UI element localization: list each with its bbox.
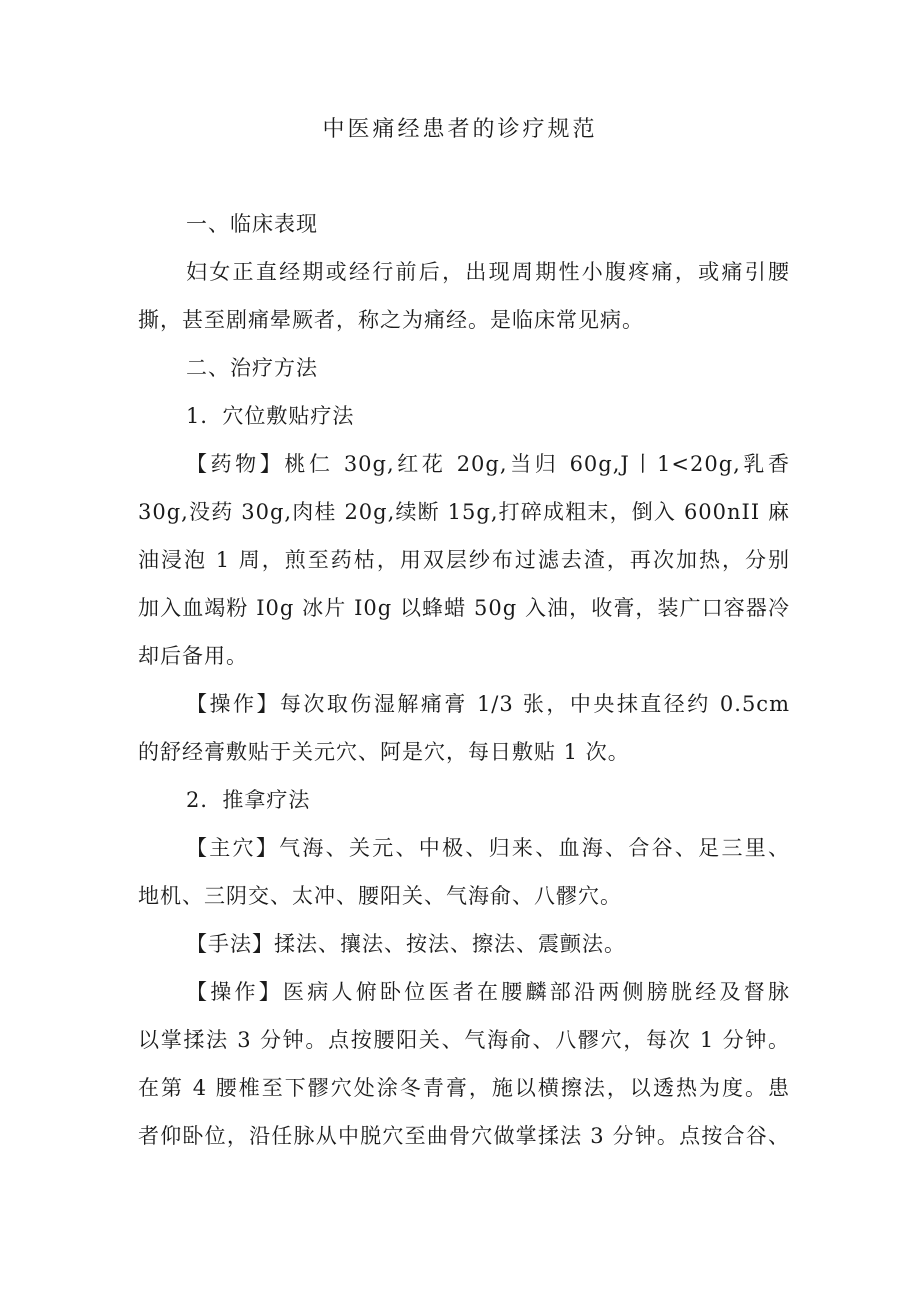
subsection-heading-massage: 2．推拿疗法 [186,788,311,812]
section-heading-clinical: 一、临床表现 [186,212,318,236]
paragraph-line: 却后备用。 [138,644,248,668]
section-heading-treatment: 二、治疗方法 [186,356,318,380]
paragraph-line: 【手法】揉法、攘法、按法、擦法、震颤法。 [186,932,626,956]
paragraph-line: 30g,没药 30g,肉桂 20g,续断 15g,打碎成粗末，倒入 600nII 麻 [138,500,790,524]
paragraph-line: 以掌揉法 3 分钟。点按腰阳关、气海俞、八髎穴，每次 1 分钟。 [138,1028,790,1052]
document-title: 中医痛经患者的诊疗规范 [322,117,598,142]
paragraph-line: 【操作】每次取伤湿解痛膏 1/3 张，中央抹直径约 0.5cm [186,692,790,716]
paragraph-line: 油浸泡 1 周，煎至药枯，用双层纱布过滤去渣，再次加热，分别 [138,548,790,572]
paragraph-line: 【主穴】气海、关元、中极、归来、血海、合谷、足三里、 [186,836,790,860]
paragraph-line: 的舒经膏敷贴于关元穴、阿是穴，每日敷贴 1 次。 [138,740,630,764]
paragraph-line: 者仰卧位，沿任脉从中脱穴至曲骨穴做掌揉法 3 分钟。点按合谷、 [138,1124,790,1148]
paragraph-line: 【操作】医病人俯卧位医者在腰麟部沿两侧膀胱经及督脉 [186,980,790,1004]
paragraph-line: 【药物】桃仁 30g,红花 20g,当归 60g,J丨1<20g,乳香 [186,452,790,476]
paragraph-line: 妇女正直经期或经行前后，出现周期性小腹疼痛，或痛引腰 [186,260,790,284]
paragraph-line: 加入血竭粉 I0g 冰片 I0g 以蜂蜡 50g 入油，收膏，装广口容器冷 [138,596,790,620]
paragraph-line: 地机、三阴交、太冲、腰阳关、气海俞、八髎穴。 [138,884,622,908]
subsection-heading-acupoint: 1．穴位敷贴疗法 [186,404,355,428]
paragraph-line: 撕，甚至剧痛晕厥者，称之为痛经。是临床常见病。 [138,308,644,332]
paragraph-line: 在第 4 腰椎至下髎穴处涂冬青膏，施以横擦法，以透热为度。患 [138,1076,790,1100]
